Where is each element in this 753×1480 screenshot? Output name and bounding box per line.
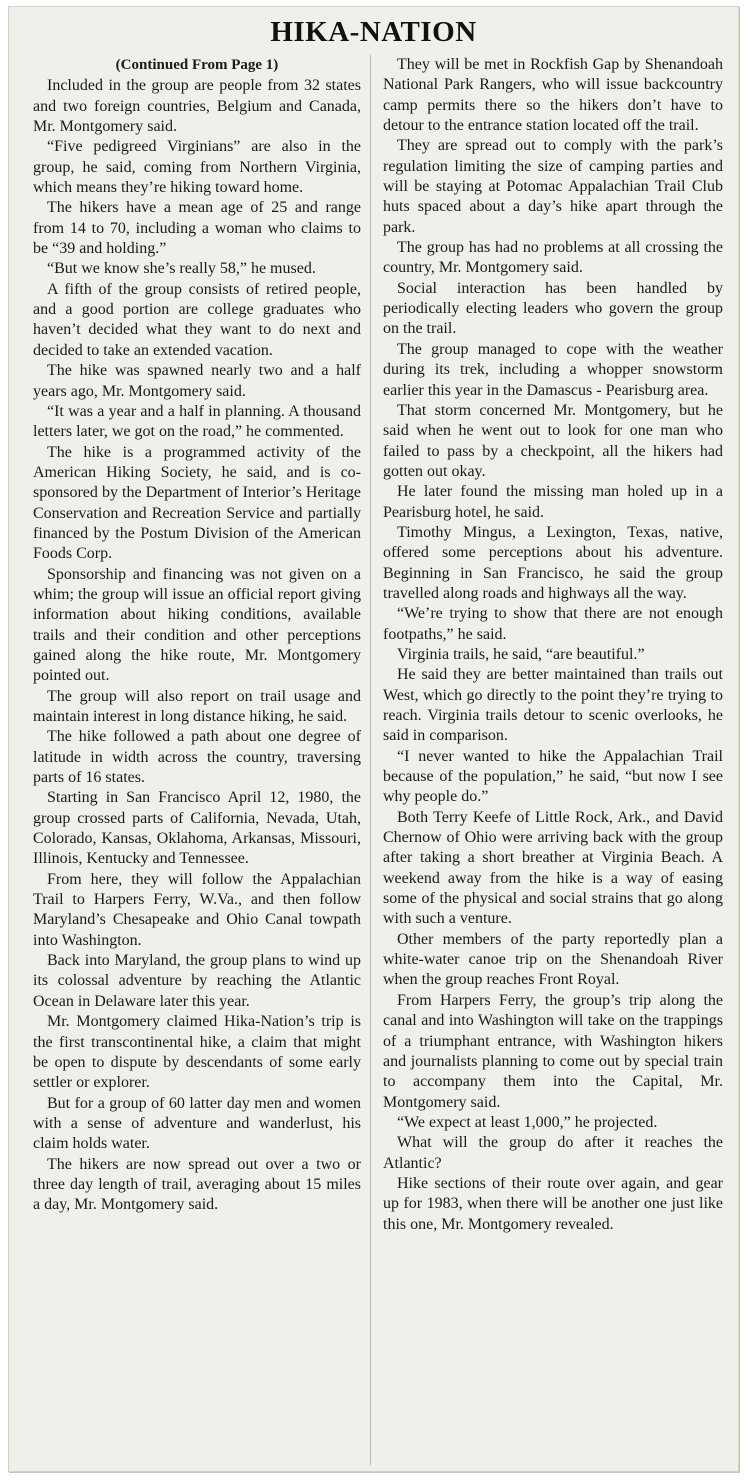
paragraph: The hikers have a mean age of 25 and range from 14 to 70, including a woman who claims to be “39 and holding.” — [33, 199, 361, 258]
paragraph: From Harpers Ferry, the group’s trip along the canal and into Washington will take on the trappings of a triumphant entrance, with Washington hikers and journalists planning to come out by special train to accompany them into the Capital, Mr. Montgomery said. — [383, 991, 723, 1111]
paragraph: They will be met in Rockfish Gap by Shenandoah National Park Rangers, who will issue backcountry camp permits there so the hikers don’t have to detour to the entrance station located off the trail. — [383, 56, 723, 135]
paragraph: He later found the missing man holed up in a Pearisburg hotel, he said. — [383, 483, 723, 521]
paragraph: From here, they will follow the Appalachian Trail to Harpers Ferry, W.Va., and then follow Maryland’s Chesapeake and Ohio Canal towpath into Washington. — [33, 870, 361, 949]
paragraph: Social interaction has been handled by periodically electing leaders who govern the group on the trail. — [383, 279, 723, 338]
paragraph: “We expect at least 1,000,” he projected. — [397, 1113, 658, 1131]
paragraph: The group will also report on trail usage and maintain interest in long distance hiking, he said. — [33, 687, 361, 725]
right-column — [383, 55, 723, 1235]
paragraph: The hike was spawned nearly two and a half years ago, Mr. Montgomery said. — [33, 362, 361, 400]
paragraph: “But we know she’s really 58,” he mused. — [47, 260, 316, 278]
paragraph: The hike is a programmed activity of the American Hiking Society, he said, and is co-sponsored by the Department of Interior’s Heritage Conservation and Recreation Service and partially financed by the Postum Division of the American Foods Corp. — [33, 443, 361, 563]
paragraph: But for a group of 60 latter day men and women with a sense of adventure and wanderlust, his claim holds water. — [33, 1094, 361, 1153]
paragraph: Starting in San Francisco April 12, 1980, the group crossed parts of California, Nevada, Utah, Colorado, Kansas, Oklahoma, Arkansas, Missouri, Illinois, Kentucky and Tennessee. — [33, 789, 361, 868]
paragraph: Both Terry Keefe of Little Rock, Ark., and David Chernow of Ohio were arriving back with the group after taking a short breather at Virginia Beach. A weekend away from the hike is a way of easing some of the physical and social strains that go along with such a venture. — [383, 808, 723, 928]
left-column — [33, 55, 361, 1216]
paragraph: “I never wanted to hike the Appalachian Trail because of the population,” he said, “but now I see why people do.” — [383, 747, 723, 806]
column-divider — [370, 55, 371, 1465]
paragraph: “We’re trying to show that there are not enough footpaths,” he said. — [383, 605, 723, 643]
paragraph: The group managed to cope with the weather during its trek, including a whopper snowstorm earlier this year in the Damascus - Pearisburg area. — [383, 340, 723, 399]
paragraph: “It was a year and a half in planning. A thousand letters later, we got on the road,” he commented. — [33, 402, 361, 441]
paragraph: What will the group do after it reaches the Atlantic? — [383, 1134, 723, 1172]
paragraph: Hike sections of their route over again, and gear up for 1983, when there will be another one just like this one, Mr. Montgomery revealed. — [383, 1174, 723, 1233]
paragraph: Back into Maryland, the group plans to wind up its colossal adventure by reaching the Atlantic Ocean in Delaware later this year. — [33, 952, 361, 1010]
paragraph: “Five pedigreed Virginians” are also in the group, he said, coming from Northern Virginia, which means they’re hiking toward home. — [33, 138, 361, 197]
paragraph: The hike followed a path about one degree of latitude in width across the country, traversing parts of 16 states. — [33, 728, 361, 787]
paragraph: Other members of the party reportedly plan a white-water canoe trip on the Shenandoah River when the group reaches Front Royal. — [383, 930, 723, 989]
headline: HIKA-NATION — [270, 16, 477, 48]
paragraph: Sponsorship and financing was not given on a whim; the group will issue an official report giving information about hiking conditions, available trails and their condition and other perceptions gained along the hike route, Mr. Montgomery pointed out. — [33, 565, 361, 685]
paragraph: Included in the group are people from 32 states and two foreign countries, Belgium and Canada, Mr. Montgomery said. — [33, 77, 361, 136]
paragraph: They are spread out to comply with the park’s regulation limiting the size of camping parties and will be staying at Potomac Appalachian Trail Club huts spaced about a day’s hike apart through the park. — [383, 137, 723, 236]
paragraph: The hikers are now spread out over a two or three day length of trail, averaging about 15 miles a day, Mr. Montgomery said. — [33, 1155, 361, 1214]
paragraph: Timothy Mingus, a Lexington, Texas, native, offered some perceptions about his adventure. Beginning in San Francisco, he said the group travelled along roads and highways all the way. — [383, 523, 723, 602]
newspaper-clipping — [8, 6, 739, 1472]
continued-note: (Continued From Page 1) — [115, 57, 279, 73]
paragraph: Mr. Montgomery claimed Hika-Nation’s trip is the first transcontinental hike, a claim that might be open to dispute by descendants of some early settler or explorer. — [33, 1013, 361, 1092]
paragraph: A fifth of the group consists of retired people, and a good portion are college graduates who haven’t decided what they want to do next and decided to take an extended vacation. — [33, 280, 361, 359]
paragraph: That storm concerned Mr. Montgomery, but he said when he went out to look for one man who failed to pass by a checkpoint, all the hikers had gotten out okay. — [383, 401, 723, 480]
paragraph: The group has had no problems at all crossing the country, Mr. Montgomery said. — [383, 239, 723, 277]
paragraph: He said they are better maintained than trails out West, which go directly to the point they’re trying to reach. Virginia trails detour to scenic overlooks, he said in comparison. — [383, 666, 723, 745]
paragraph: Virginia trails, he said, “are beautiful.” — [397, 645, 645, 663]
